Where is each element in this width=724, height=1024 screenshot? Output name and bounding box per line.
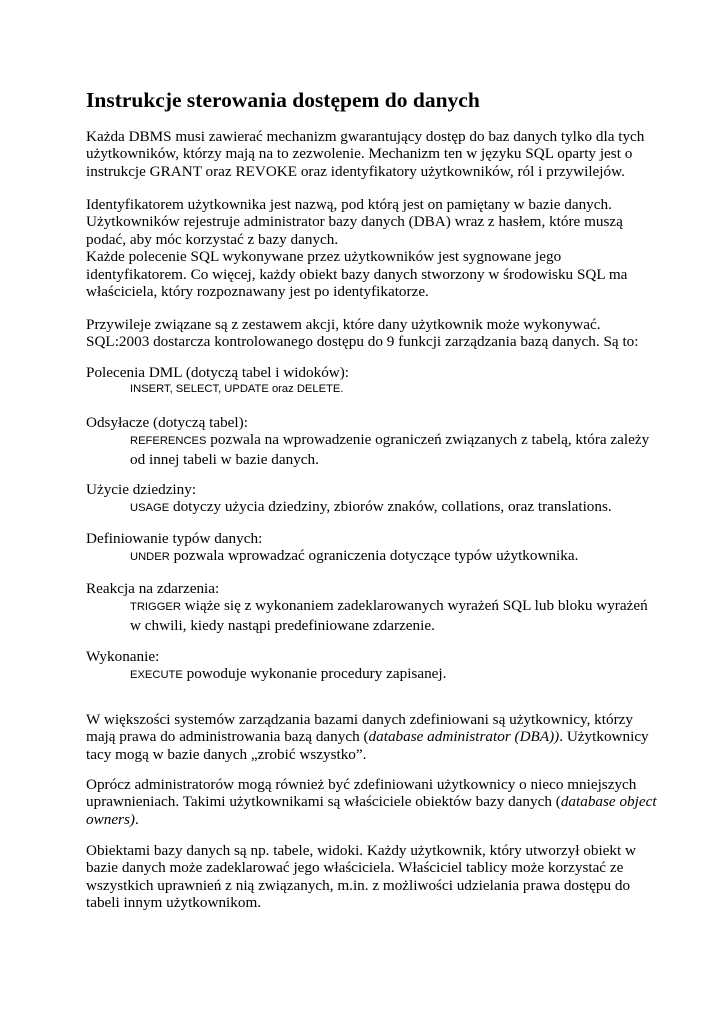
privilege-keyword: UNDER <box>130 551 170 564</box>
text-line: instrukcje GRANT oraz REVOKE oraz identyfikatory użytkowników, ról i przywilejów. <box>86 162 625 180</box>
text-line: podać, aby móc korzystać z bazy danych. <box>86 230 339 248</box>
privilege-keyword: TRIGGER <box>130 601 181 614</box>
privilege-heading: Wykonanie: <box>86 648 160 665</box>
italic-term: owners) <box>86 810 135 828</box>
identifiers-paragraph <box>86 196 646 300</box>
italic-term: database administrator (DBA)) <box>368 728 560 746</box>
text-line <box>86 728 649 746</box>
privilege-description <box>86 665 646 684</box>
text-line: Oprócz administratorów mogą również być zdefiniowani użytkownicy o nieco mniejszych <box>86 776 637 793</box>
text-line: tabeli innym użytkownikom. <box>86 894 262 912</box>
privilege-text: wiąże się z wykonaniem zadeklarowanych wyrażeń SQL lub bloku wyrażeń <box>180 597 648 615</box>
text-line: Każda DBMS musi zawierać mechanizm gwarantujący dostęp do baz danych tylko dla tych <box>86 128 645 145</box>
privilege-dml <box>86 364 646 399</box>
privilege-usage <box>86 481 646 518</box>
text-line: właściciela, który rozpoznawany jest po identyfikatorze. <box>86 283 429 301</box>
text-line: użytkowników, którzy mają na to zezwolenie. Mechanizm ten w języku SQL oparty jest o <box>86 145 633 163</box>
text-line: identyfikatorem. Co więcej, każdy obiekt bazy danych stworzony w środowisku SQL ma <box>86 265 628 283</box>
privilege-description <box>86 547 646 566</box>
privilege-heading: Użycie dziedziny: <box>86 481 197 498</box>
page-title: Instrukcje sterowania dostępem do danych <box>86 88 480 112</box>
text-line: wszystkich uprawnień z nią związanych, m.in. z możliwości udzielania prawa dostępu do <box>86 876 631 894</box>
privilege-keyword: EXECUTE <box>130 669 183 682</box>
privilege-description <box>86 498 646 517</box>
text-line: Przywileje związane są z zestawem akcji, które dany użytkownik może wykonywać. <box>86 316 601 333</box>
text-line: SQL:2003 dostarcza kontrolowanego dostępu do 9 funkcji zarządzania bazą danych. Są to: <box>86 333 639 351</box>
text-line: tacy mogą w bazie danych „zrobić wszystko”. <box>86 745 367 763</box>
privilege-text: w chwili, kiedy nastąpi predefiniowane zdarzenie. <box>130 616 435 634</box>
privilege-heading: Odsyłacze (dotyczą tabel): <box>86 414 248 431</box>
text-line: Każde polecenie SQL wykonywane przez użytkowników jest sygnowane jego <box>86 248 562 266</box>
privileges-intro-paragraph <box>86 316 646 351</box>
text-line: Użytkowników rejestruje administrator bazy danych (DBA) wraz z hasłem, które muszą <box>86 213 623 231</box>
privilege-execute <box>86 648 646 685</box>
admins-paragraph <box>86 711 649 763</box>
text-line: Obiektami bazy danych są np. tabele, widoki. Każdy użytkownik, który utworzył obiekt w <box>86 842 636 859</box>
privilege-references <box>86 414 650 468</box>
text-line <box>86 793 657 811</box>
privilege-heading: Reakcja na zdarzenia: <box>86 580 220 597</box>
privilege-keywords: INSERT, SELECT, UPDATE oraz DELETE. <box>130 383 344 396</box>
privilege-keyword: REFERENCES <box>130 435 207 448</box>
privilege-heading: Polecenia DML (dotyczą tabel i widoków): <box>86 364 350 381</box>
privilege-description <box>86 597 646 616</box>
text-run: . Użytkownicy <box>559 728 649 746</box>
text-line <box>86 811 646 828</box>
privilege-description <box>86 431 650 450</box>
privilege-trigger <box>86 580 646 634</box>
privilege-text: dotyczy użycia dziedziny, zbiorów znaków, collations, oraz translations. <box>169 498 612 516</box>
text-run: . <box>134 810 139 828</box>
privilege-text: powoduje wykonanie procedury zapisanej. <box>182 665 447 683</box>
privilege-text: pozwala wprowadzać ograniczenia dotyczące typów użytkownika. <box>169 547 579 565</box>
privilege-keyword: USAGE <box>130 502 170 515</box>
objects-paragraph <box>86 842 646 912</box>
text-line: Identyfikatorem użytkownika jest nazwą, pod którą jest on pamiętany w bazie danych. <box>86 196 612 213</box>
text-run: uprawnieniach. Takimi użytkownikami są właściciele obiektów bazy danych ( <box>86 793 561 811</box>
privilege-under <box>86 530 646 567</box>
privilege-heading: Definiowanie typów danych: <box>86 530 263 547</box>
privilege-text: pozwala na wprowadzenie ograniczeń związanych z tabelą, która zależy <box>206 431 650 449</box>
intro-paragraph <box>86 128 646 180</box>
text-run: mają prawa do administrowania bazą danych ( <box>86 728 369 746</box>
italic-term: database object <box>560 793 657 811</box>
owners-paragraph <box>86 776 657 828</box>
privilege-text: od innej tabeli w bazie danych. <box>130 450 319 468</box>
text-line: W większości systemów zarządzania bazami danych zdefiniowani są użytkownicy, którzy <box>86 711 633 728</box>
text-line: bazie danych może zadeklarować jego właściciela. Właściciel tablicy może korzystać ze <box>86 859 624 877</box>
